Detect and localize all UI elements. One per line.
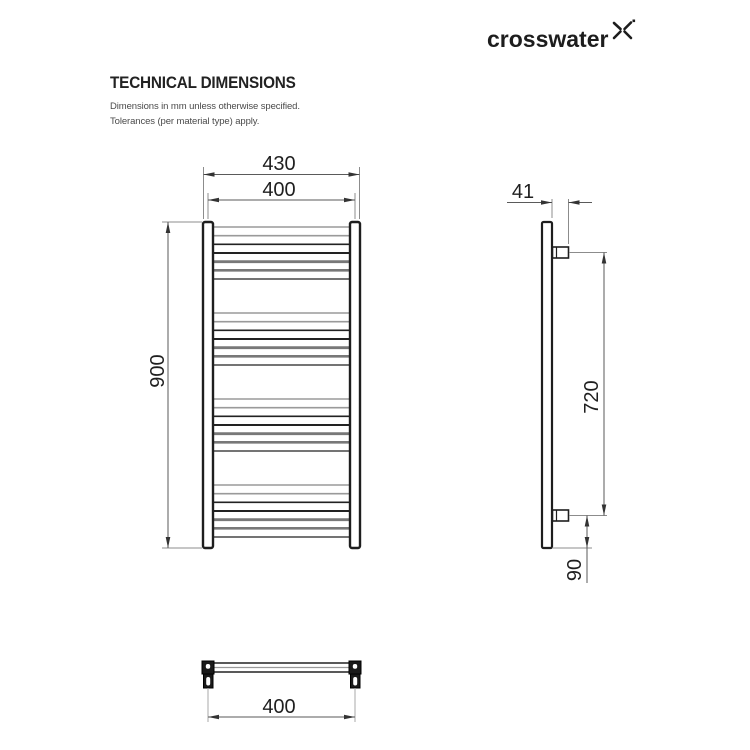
dim-label-bracket-centres: 720: [581, 380, 603, 414]
front-right-rail: [350, 222, 360, 548]
dim-label-overall-width: 430: [262, 153, 296, 175]
brand-logo-text: crosswater: [487, 26, 609, 52]
side-view: [542, 222, 569, 548]
subtitle-units: Dimensions in mm unless otherwise specified.: [110, 100, 300, 112]
rung-lines: [214, 227, 350, 537]
dim-label-top-centres: 400: [262, 696, 296, 718]
dim-label-rail-centres: 400: [262, 179, 296, 201]
top-left-bracket: [204, 674, 214, 688]
side-top-bracket: [553, 247, 569, 258]
page-title: TECHNICAL DIMENSIONS: [110, 73, 296, 92]
top-bar: [214, 663, 349, 672]
top-right-bracket: [351, 674, 361, 688]
side-profile: [542, 222, 552, 548]
dim-label-bracket-offset: 90: [564, 558, 586, 582]
subtitle-tolerances: Tolerances (per material type) apply.: [110, 116, 260, 128]
front-view: [203, 222, 360, 548]
dim-label-height: 900: [147, 354, 169, 388]
top-left-rail-section: [202, 661, 214, 674]
dim-label-depth: 41: [511, 181, 535, 203]
side-bottom-bracket: [553, 510, 569, 521]
top-right-rail-section: [349, 661, 361, 674]
front-left-rail: [203, 222, 213, 548]
